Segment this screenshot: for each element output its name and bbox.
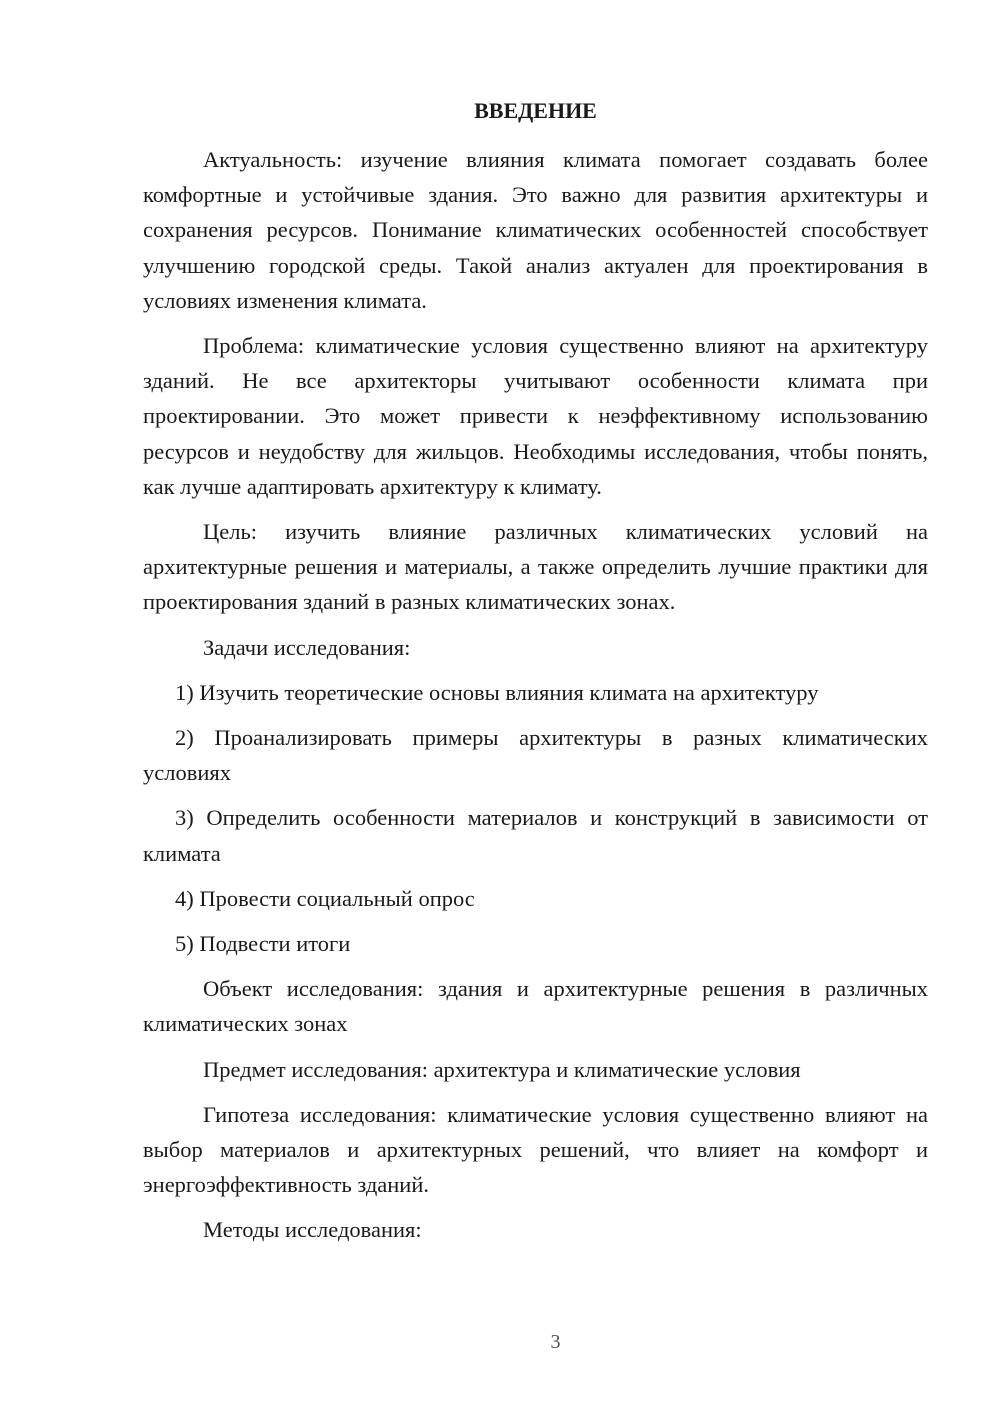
task-item: 5) Подвести итоги (175, 931, 351, 957)
task-item: 4) Провести социальный опрос (175, 885, 475, 911)
relevance-paragraph: Актуальность: изучение влияния климата помогает создавать более комфортные и устойчивые здания. Это важно для развития архитектуры и сохранения ресурсов. Понимание климатических особенностей способствует улучшению городской среды. Такой анализ актуален для проектирования в условиях изменения климата. (143, 147, 928, 313)
document-body (143, 142, 928, 1248)
task-item: 2) Проанализировать примеры архитектуры в разных климатических условиях (143, 725, 928, 786)
page-title: ВВЕДЕНИЕ (474, 98, 597, 123)
hypothesis-paragraph: Гипотеза исследования: климатические условия существенно влияют на выбор материалов и архитектурных решений, что влияет на комфорт и энергоэффективность зданий. (143, 1101, 928, 1198)
subject-paragraph: Предмет исследования: архитектура и климатические условия (203, 1056, 801, 1082)
goal-paragraph: Цель: изучить влияние различных климатических условий на архитектурные решения и материалы, а также определить лучшие практики для проектирования зданий в разных климатических зонах. (143, 519, 928, 615)
methods-heading: Методы исследования: (203, 1217, 422, 1243)
task-item: 1) Изучить теоретические основы влияния климата на архитектуру (175, 679, 819, 705)
object-paragraph: Объект исследования: здания и архитектурные решения в различных климатических зонах (143, 976, 928, 1037)
problem-paragraph: Проблема: климатические условия существенно влияют на архитектуру зданий. Не все архитекторы учитывают особенности климата при проектировании. Это может привести к неэффективному использованию ресурсов и неудобству для жильцов. Необходимы исследования, чтобы понять, как лучше адаптировать архитектуру к климату. (143, 333, 928, 499)
page-number: 3 (550, 1331, 561, 1353)
tasks-heading: Задачи исследования: (203, 634, 411, 660)
document-page (143, 0, 928, 1414)
task-item: 3) Определить особенности материалов и конструкций в зависимости от климата (143, 805, 928, 866)
